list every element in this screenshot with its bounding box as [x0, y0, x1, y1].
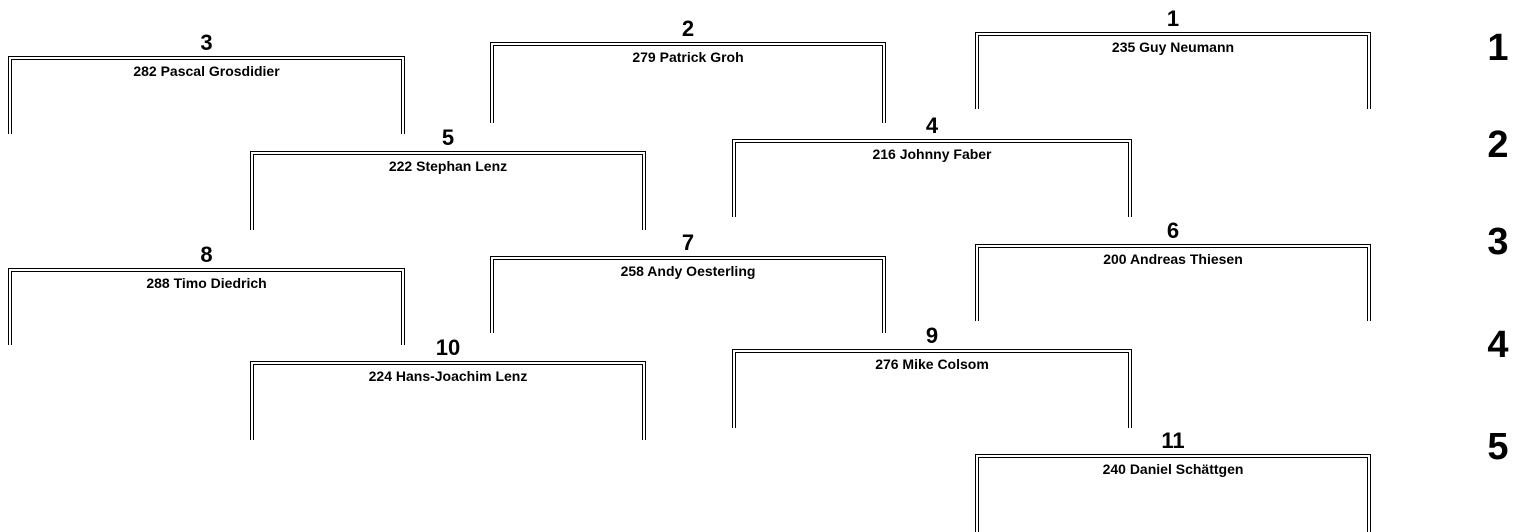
- row-label-2: 2: [1487, 124, 1509, 166]
- slot-box: [975, 32, 1371, 109]
- slot-entry: 288 Timo Diedrich: [146, 275, 267, 291]
- slot-box: [250, 151, 646, 230]
- grid-slot-6: [975, 219, 1371, 321]
- row-label-4: 4: [1487, 324, 1509, 366]
- slot-box: [490, 256, 886, 333]
- grid-slot-10: [250, 336, 646, 440]
- row-label-3: 3: [1487, 221, 1509, 263]
- slot-box: [8, 268, 405, 345]
- slot-rank: 10: [435, 335, 461, 360]
- grid-slot-9: [732, 324, 1132, 428]
- slot-box: [975, 454, 1371, 532]
- slot-entry: 240 Daniel Schättgen: [1102, 461, 1244, 477]
- slot-box: [250, 361, 646, 440]
- slot-rank: 4: [925, 113, 939, 138]
- grid-slot-3: [8, 31, 405, 134]
- slot-rank: 6: [1166, 218, 1180, 243]
- slot-rank: 8: [200, 242, 213, 267]
- slot-box: [8, 56, 405, 134]
- slot-rank: 5: [441, 125, 455, 150]
- slot-box: [490, 42, 886, 123]
- grid-slot-8: [8, 243, 405, 345]
- grid-slot-7: [490, 231, 886, 333]
- row-label-1: 1: [1487, 27, 1509, 69]
- slot-rank: 3: [200, 30, 213, 55]
- slot-entry: 282 Pascal Grosdidier: [133, 63, 280, 79]
- row-label-5: 5: [1487, 426, 1509, 468]
- slot-entry: 279 Patrick Groh: [632, 49, 744, 65]
- slot-entry: 276 Mike Colsom: [875, 356, 989, 372]
- slot-entry: 224 Hans-Joachim Lenz: [368, 368, 528, 384]
- grid-slot-2: [490, 17, 886, 123]
- slot-entry: 200 Andreas Thiesen: [1103, 251, 1243, 267]
- slot-box: [732, 349, 1132, 428]
- grid-slot-5: [250, 126, 646, 230]
- grid-slot-1: [975, 7, 1371, 109]
- slot-rank: 7: [681, 230, 695, 255]
- slot-rank: 9: [925, 323, 939, 348]
- slot-entry: 235 Guy Neumann: [1111, 39, 1235, 55]
- grid-slot-11: [975, 429, 1371, 532]
- slot-box: [732, 139, 1132, 217]
- slot-entry: 258 Andy Oesterling: [620, 263, 756, 279]
- slot-entry: 216 Johnny Faber: [872, 146, 992, 162]
- slot-rank: 11: [1161, 428, 1185, 453]
- slot-entry: 222 Stephan Lenz: [388, 158, 508, 174]
- slot-rank: 1: [1166, 6, 1180, 31]
- slot-rank: 2: [681, 16, 695, 41]
- grid-slot-4: [732, 114, 1132, 217]
- slot-box: [975, 244, 1371, 321]
